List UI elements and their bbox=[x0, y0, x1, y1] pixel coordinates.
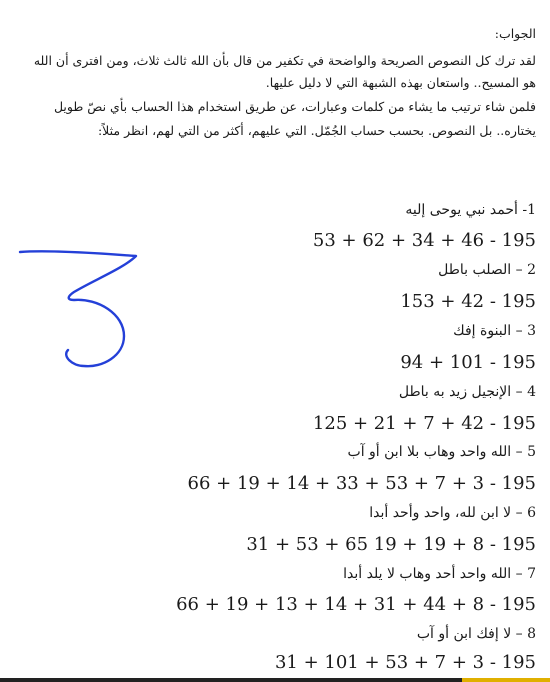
item-sum: 94 + 101 - 195 bbox=[400, 352, 536, 373]
item-sum: 153 + 42 - 195 bbox=[400, 291, 536, 312]
item-title: 4 – الإنجيل زيد به باطل bbox=[398, 384, 536, 400]
item-sum: 31 + 101 + 53 + 7 + 3 - 195 bbox=[274, 652, 536, 673]
intro-line: هو المسيح.. واستعان بهذه الشبهة التي لا دليل عليها. bbox=[265, 75, 536, 90]
item-sum: 66 + 19 + 14 + 33 + 53 + 7 + 3 - 195 bbox=[187, 473, 536, 494]
answer-heading: الجواب: bbox=[494, 26, 536, 41]
item-title: 3 – البنوة إفك bbox=[453, 323, 536, 339]
item-title: 6 – لا ابن لله، واحد وأحد أبدا bbox=[369, 505, 536, 521]
item-title: 7 – الله واحد أحد وهاب لا يلد أبدا bbox=[343, 566, 536, 582]
item-sum: 31 + 53 + 65 19 + 19 + 8 - 195 bbox=[246, 534, 536, 555]
bottom-accent-bar bbox=[462, 678, 550, 682]
intro-line: يختاره.. بل النصوص. بحسب حساب الجُمّل. التي عليهم، أكثر من التي لهم، انظر مثلاً: bbox=[97, 123, 536, 138]
intro-line: فلمن شاء ترتيب ما يشاء من كلمات وعبارات، عن طريق استخدام هذا الحساب بأي نصّ طويل bbox=[53, 99, 536, 114]
item-title: 8 – لا إفك ابن أو آب bbox=[416, 626, 536, 642]
intro-line: لقد ترك كل النصوص الصريحة والواضحة في تكفير من قال بأن الله ثالث ثلاث، ومن افترى أن الله bbox=[33, 53, 536, 68]
item-title: 1- أحمد نبي يوحى إليه bbox=[405, 202, 536, 218]
handwritten-three-annotation bbox=[14, 230, 154, 380]
item-sum: 125 + 21 + 7 + 42 - 195 bbox=[312, 413, 536, 434]
item-sum: 53 + 62 + 34 + 46 - 195 bbox=[312, 230, 536, 251]
item-sum: 66 + 19 + 13 + 14 + 31 + 44 + 8 - 195 bbox=[176, 594, 536, 615]
item-title: 2 – الصلب باطل bbox=[438, 262, 536, 278]
item-title: 5 – الله واحد وهاب بلا ابن أو آب bbox=[347, 444, 536, 460]
